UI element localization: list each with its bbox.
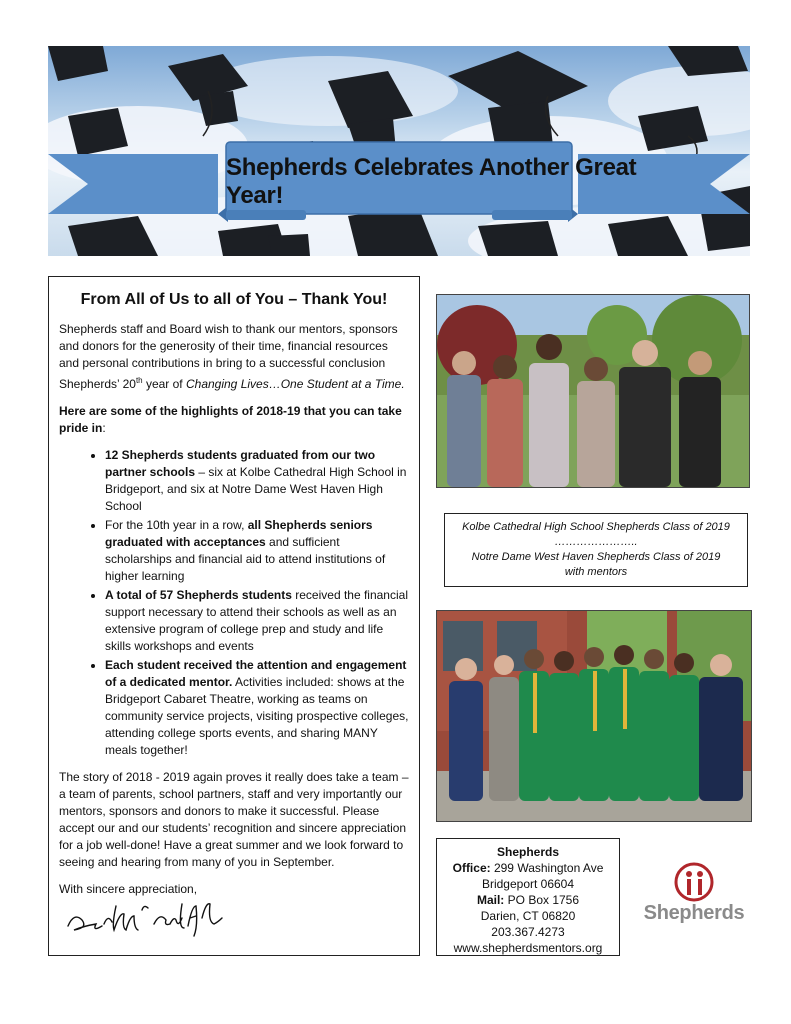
letter-heading: From All of Us to all of You – Thank You! xyxy=(80,291,388,308)
highlights-intro-text: Here are some of the highlights of 2018-19 that you can take pride in xyxy=(59,404,402,435)
mail-address: PO Box 1756 xyxy=(504,893,580,907)
intro-slogan: Changing Lives…One Student at a Time. xyxy=(185,377,405,391)
list-item-text: Activities included: shows at the Bridgeport Cabaret Theatre, working as teams on community service projects, visiting prospective colleges, attending college sports events, and sharing MANY meals together! xyxy=(105,675,409,757)
caption-notre-dame: Notre Dame West Haven Shepherds Class of 2019 xyxy=(471,551,721,563)
caption-mentors: with mentors xyxy=(564,566,628,578)
logo-text: Shepherds xyxy=(643,902,745,924)
list-item xyxy=(105,587,409,655)
contact-box xyxy=(436,838,620,956)
office-address: 299 Washington Ave xyxy=(490,861,604,875)
mail-city: Darien, CT 06820 xyxy=(480,909,576,923)
intro-text: Shepherds staff and Board wish to thank our mentors, sponsors and donors for the generosity of their time, financial resources and personal contributions in bring to a successful conclusion Shepherds’ 20 xyxy=(59,322,398,391)
list-item-bold: A total of 57 Shepherds students xyxy=(105,588,292,602)
banner-title: Shepherds Celebrates Another Great Year! xyxy=(226,154,637,209)
kolbe-class-photo xyxy=(436,294,750,488)
caption-divider: ………………….. xyxy=(554,536,638,548)
intro-paragraph xyxy=(59,321,409,393)
intro-superscript: th xyxy=(135,376,143,385)
office-city: Bridgeport 06604 xyxy=(481,877,575,891)
intro-text-mid: year of xyxy=(142,377,186,391)
list-item-text: received the financial support necessary to attend their schools as well as an extensive program of college prep and study and life skills workshops and events xyxy=(105,588,408,653)
list-item-text: – six at Kolbe Cathedral High School in Bridgeport, and six at Notre Dame West Haven High School xyxy=(105,465,407,513)
list-item-text: and sufficient scholarships and financial aid to attend institutions of higher learning xyxy=(105,535,386,583)
closing-paragraph: The story of 2018 - 2019 again proves it really does take a team – a team of parents, school partners, staff and very importantly our mentors, sponsors and donors to make it successful. Please accept our and our students’ recognition and sincere appreciation for a job well-done! Have a great summer and we look forward to seeing and hearing from many of you in September. xyxy=(59,770,409,869)
phone-number: 203.367.4273 xyxy=(491,925,565,939)
graduation-caps-icon xyxy=(48,46,750,256)
highlights-colon: : xyxy=(102,421,106,435)
organization-name: Shepherds xyxy=(496,845,559,859)
shepherds-logo xyxy=(636,862,752,928)
mail-label: Mail: xyxy=(476,893,505,907)
thank-you-letter xyxy=(48,276,420,956)
signature-image xyxy=(64,896,224,942)
list-item xyxy=(105,447,409,515)
sign-off: With sincere appreciation, xyxy=(59,882,198,896)
list-item-bold: 12 Shepherds students graduated from our two partner schools xyxy=(105,448,376,479)
list-item-bold: Each student received the attention and engagement of a dedicated mentor. xyxy=(105,658,407,689)
website-link[interactable]: www.shepherdsmentors.org xyxy=(453,941,603,955)
photo-caption xyxy=(444,513,748,587)
notre-dame-class-photo xyxy=(436,610,752,822)
office-label: Office: xyxy=(452,861,491,875)
list-item-bold: all Shepherds seniors graduated with acceptances xyxy=(105,518,373,549)
highlights-intro xyxy=(59,403,409,437)
caption-kolbe: Kolbe Cathedral High School Shepherds Class of 2019 xyxy=(462,521,730,533)
header-banner-image xyxy=(48,46,750,256)
list-item xyxy=(105,657,409,759)
highlights-list xyxy=(59,447,409,759)
list-item xyxy=(105,517,409,585)
list-item-pre: For the 10th year in a row, xyxy=(105,518,248,532)
